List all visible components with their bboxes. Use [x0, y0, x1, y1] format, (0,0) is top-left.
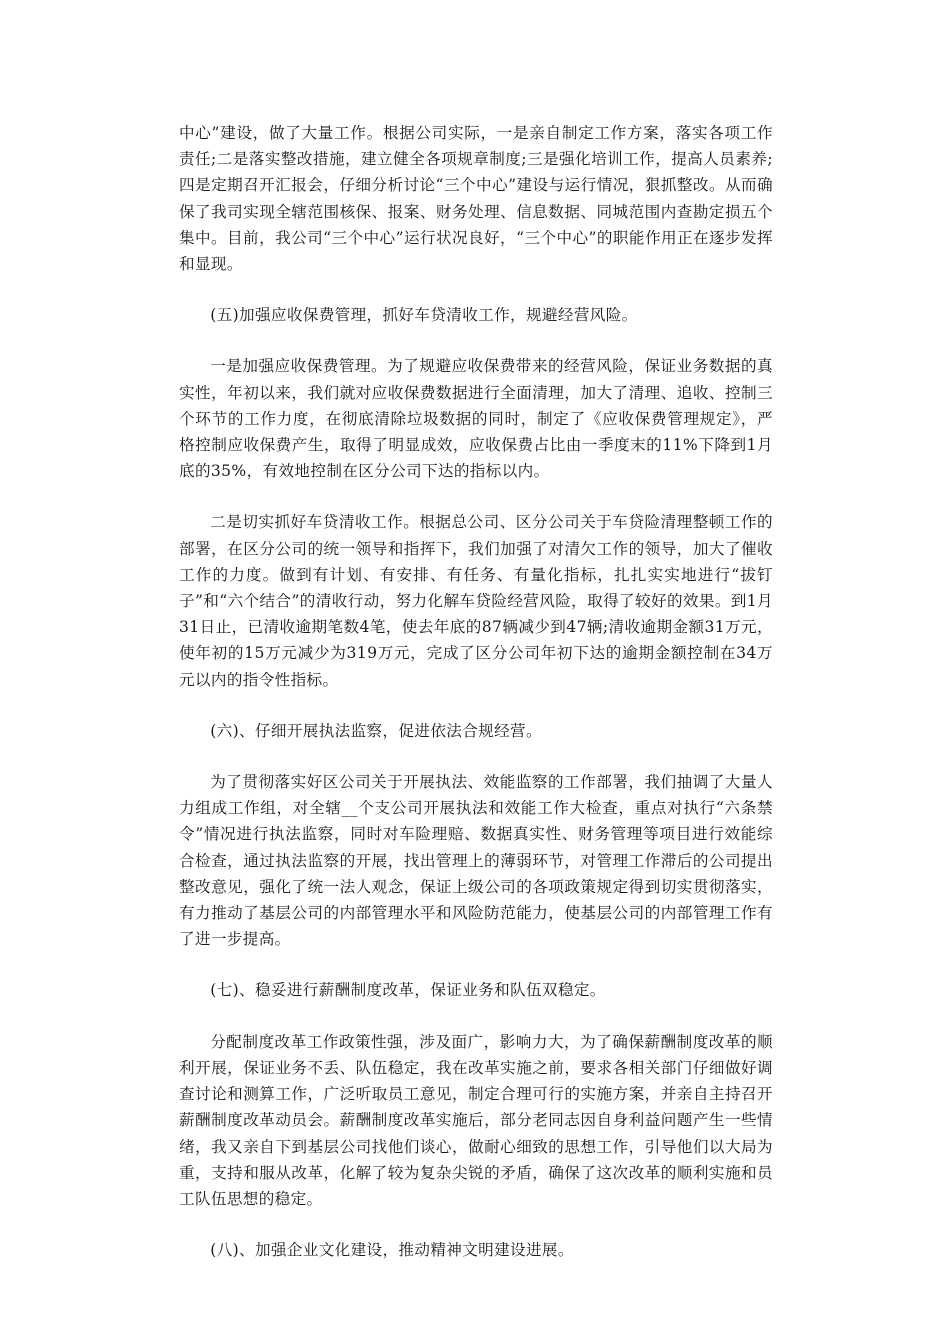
- paragraph-spacer: [179, 1212, 773, 1237]
- section-heading-seven: (七)、稳妥进行薪酬制度改革，保证业务和队伍双稳定。: [210, 981, 606, 1000]
- paragraph-law-enforcement: 为了贯彻落实好区公司关于开展执法、效能监察的工作部署，我们抽调了大量人力组成工作组，对全辖__个支公司开展执法和效能工作大检查，重点对执行“六条禁令”情况进行执法监察，同时对车险理赔、数据真实性、财务管理等项目进行效能综合检查，通过执法监察的开展，找出管理上的薄弱环节，对管理工作滞后的公司提出整改意见，强化了统一法人观念，保证上级公司的各项政策规定得到切实贯彻落实，有力推动了基层公司的内部管理水平和风险防范能力，使基层公司的内部管理工作有了进一步提高。: [179, 773, 773, 949]
- paragraph-spacer: [179, 484, 773, 509]
- paragraph-spacer: [179, 952, 773, 977]
- paragraph-receivable-premium: 一是加强应收保费管理。为了规避应收保费带来的经营风险，保证业务数据的真实性，年初以来，我们就对应收保费数据进行全面清理，加大了清理、追收、控制三个环节的工作力度，在彻底清除垃圾数据的同时，制定了《应收保费管理规定》，严格控制应收保费产生，取得了明显成效，应收保费占比由一季度末的11%下降到1月底的35%，有效地控制在区分公司下达的指标以内。: [179, 357, 773, 481]
- document-body: [179, 120, 773, 1263]
- paragraph-spacer: [179, 328, 773, 353]
- section-heading-six: (六)、仔细开展执法监察，促进依法合规经营。: [210, 721, 542, 740]
- section-heading-eight: (八)、加强企业文化建设，推动精神文明建设进展。: [210, 1241, 574, 1260]
- paragraph-spacer: [179, 693, 773, 718]
- paragraph-three-centers: 中心”建设，做了大量工作。根据公司实际，一是亲自制定工作方案，落实各项工作责任;二是落实整改措施，建立健全各项规章制度;三是强化培训工作，提高人员素养;四是定期召开汇报会，仔细分析讨论“三个中心”建设与运行情况，狠抓整改。从而确保了我司实现全辖范围核保、报案、财务处理、信息数据、同城范围内查勘定损五个集中。目前，我公司“三个中心”运行状况良好，“三个中心”的职能作用正在逐步发挥和显现。: [179, 124, 773, 274]
- paragraph-salary-reform: 分配制度改革工作政策性强，涉及面广，影响力大，为了确保薪酬制度改革的顺利开展，保证业务不丢、队伍稳定，我在改革实施之前，要求各相关部门仔细做好调查讨论和测算工作，广泛听取员工意见，制定合理可行的实施方案，并亲自主持召开薪酬制度改革动员会。薪酬制度改革实施后，部分老同志因自身利益问题产生一些情绪，我又亲自下到基层公司找他们谈心，做耐心细致的思想工作，引导他们以大局为重，支持和服从改革，化解了较为复杂尖锐的矛盾，确保了这次改革的顺利实施和员工队伍思想的稳定。: [179, 1032, 773, 1208]
- section-heading-five: (五)加强应收保费管理，抓好车贷清收工作，规避经营风险。: [210, 306, 638, 325]
- paragraph-car-loan-collection: 二是切实抓好车贷清收工作。根据总公司、区分公司关于车贷险清理整顿工作的部署，在区分公司的统一领导和指挥下，我们加强了对清欠工作的领导，加大了催收工作的力度。做到有计划、有安排、有任务、有量化指标，扎扎实实地进行“拔钉子”和“六个结合”的清收行动，努力化解车贷险经营风险，取得了较好的效果。到1月31日止，已清收逾期笔数4笔，使去年底的87辆减少到47辆;清收逾期金额31万元，使年初的15万元减少为319万元，完成了区分公司年初下达的逾期金额控制在34万元以内的指令性指标。: [179, 513, 773, 689]
- paragraph-spacer: [179, 277, 773, 302]
- paragraph-spacer: [179, 744, 773, 769]
- paragraph-spacer: [179, 1004, 773, 1029]
